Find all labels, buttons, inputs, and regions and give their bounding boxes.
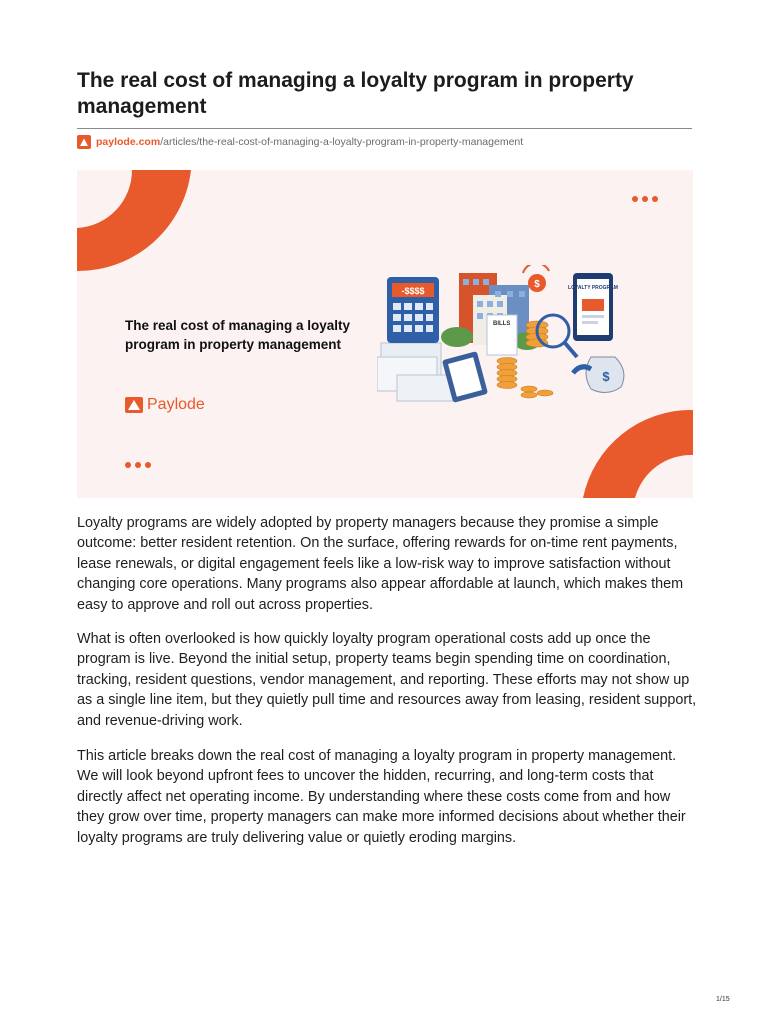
calculator-display-label: -$$$$ [401,286,425,296]
paylode-logo-icon [125,397,143,413]
hero-heading: The real cost of managing a loyalty program in property management [125,318,351,352]
bills-label: BILLS [493,321,511,327]
dots-decoration [632,196,658,202]
title-divider [77,128,692,129]
paylode-logo-text: Paylode [147,396,205,413]
paragraph: This article breaks down the real cost of managing a loyalty program in property management. We will look beyond upfront fees to uncover the hidden, recurring, and long-term costs that directly affect net operating income. By understanding where these costs come from and how they grow over time, property managers can make more informed decisions about whether their loyalty programs are truly delivering value or quietly eroding margins. [77,748,686,846]
dollar-coin-label: $ [534,279,540,290]
dots-decoration [125,462,151,468]
hero-banner-image [77,170,693,498]
page-title: The real cost of managing a loyalty program in property management [77,69,634,118]
page-number: 1/15 [716,996,730,1003]
paragraph: Loyalty programs are widely adopted by property managers because they promise a simple outcome: better resident retention. On the surface, offering rewards for on-time rent payments, lease renewals, or digital engagement feels like a low-risk way to improve satisfaction without changing core operations. Many programs also appear affordable at launch, which makes them easy to approve and roll out across properties. [77,515,684,613]
money-bag-label: $ [602,369,610,384]
paragraph: What is often overlooked is how quickly loyalty program operational costs add up once the program is live. Beyond the initial setup, property teams begin spending time on coordination, tracking, resident questions, vendor management, and reporting. These efforts may not show up as a single line item, but they quietly pull time and resources away from leasing, resident support, and revenue-driving work. [77,631,697,729]
orange-arc-decoration [77,170,192,272]
paylode-favicon-icon [77,135,91,149]
source-path-link[interactable]: /articles/the-real-cost-of-managing-a-loyalty-program-in-property-management [160,136,524,148]
loyalty-program-label: LOYALTY PROGRAM [568,285,618,291]
property-costs-illustration [377,265,637,415]
orange-arc-decoration [583,410,693,498]
source-line[interactable] [77,134,523,150]
paylode-logo [125,396,205,414]
source-domain-link[interactable]: paylode.com [96,136,161,148]
